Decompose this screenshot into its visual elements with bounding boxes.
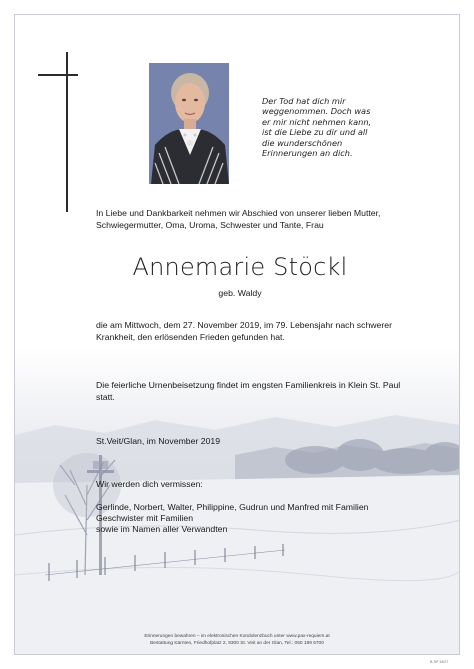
cross-symbol-horizontal <box>38 74 78 76</box>
cross-symbol-vertical <box>66 52 68 212</box>
mourners-list: Gerlinde, Norbert, Walter, Philippine, Gudrun und Manfred mit Familien Geschwister mit Familien sowie im Namen aller Verwandten <box>96 502 369 535</box>
portrait-illustration <box>149 63 229 184</box>
footer-condolence-link: Erinnerungen bewahren – im elektronischen Kondolenzbuch unter www.pax-requiem.at <box>144 634 330 639</box>
print-code: B-SP 18/27 <box>430 660 449 664</box>
maiden-name: geb. Waldy <box>218 288 262 298</box>
memorial-quote: Der Tod hat dich mir weggenommen. Doch was er mir nicht nehmen kann, ist die Liebe zu dir und all die wunderschönen Erinnerungen an dich. <box>262 96 372 159</box>
place-and-date: St.Veit/Glan, im November 2019 <box>96 436 221 446</box>
deceased-portrait-photo <box>149 63 229 184</box>
burial-notice: Die feierliche Urnenbeisetzung findet im engsten Familienkreis in Klein St. Paul statt. <box>96 380 401 402</box>
footer-funeral-home: Bestattung Kärnten, Friedhofplatz 2, 9300 St. Veit an der Glan, Tel.: 050 199 6700 <box>150 641 324 646</box>
farewell-introduction: In Liebe und Dankbarkeit nehmen wir Abschied von unserer lieben Mutter, Schwiegermutter, Oma, Uroma, Schwester und Tante, Frau <box>96 208 381 230</box>
we-miss-heading: Wir werden dich vermissen: <box>96 479 203 489</box>
deceased-name: Annemarie Stöckl <box>132 253 348 281</box>
death-notice: die am Mittwoch, dem 27. November 2019, im 79. Lebensjahr nach schwerer Krankheit, den erlösenden Frieden gefunden hat. <box>96 320 393 342</box>
